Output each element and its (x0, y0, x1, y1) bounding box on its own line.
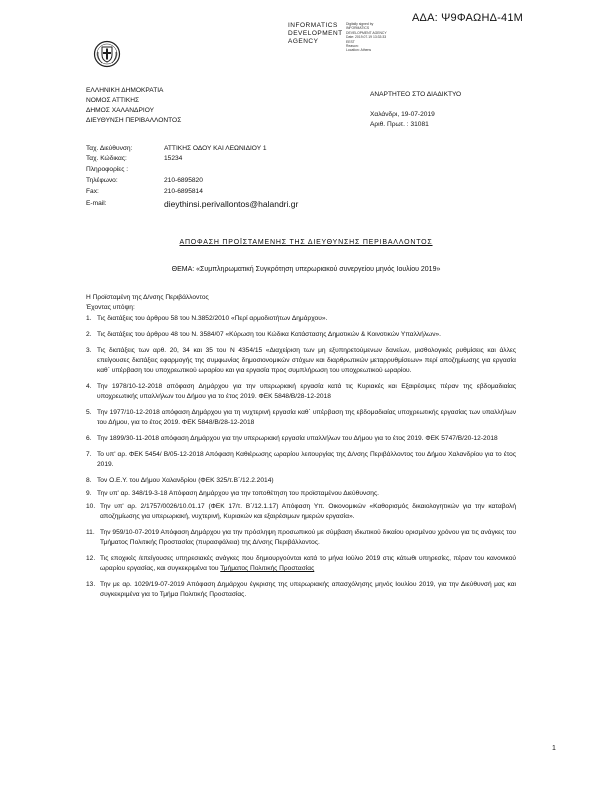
issuer-block (86, 86, 181, 126)
signature-details (346, 22, 406, 53)
protocol-number: Αριθ. Πρωτ. : 31081 (370, 121, 429, 128)
list-item (86, 528, 516, 548)
signature-line: DEVELOPMENT AGENCY (346, 30, 387, 35)
list-item (86, 408, 516, 428)
signature-line: EEST (346, 39, 355, 44)
list-item (86, 489, 516, 499)
item-text: Την 1899/30-11-2018 απόφαση Δημάρχου για την υπερωριακή εργασία υπαλλήλων του Δήμου για το έτος 2019. ΦΕΚ 5747/Β/20-12-2018 (97, 435, 498, 442)
item-number: 4. (86, 383, 92, 390)
intro-line: Η Προϊσταμένη της Δ/νσης Περιβάλλοντος (86, 294, 209, 301)
list-item (86, 382, 516, 402)
subject-line: ΘΕΜΑ: «Συμπληρωματική Συγκρότηση υπερωριακού συνεργείου μηνός Ιουλίου 2019» (171, 266, 441, 273)
list-item (86, 450, 516, 470)
item-number: 7. (86, 451, 92, 458)
item-text: Την υπ' αρ. 2/1757/0026/10.01.17 (ΦΕΚ 17/τ. Β΄/12.1.17) Απόφαση Υπ. Οικονομικών «Καθορισμός δικαιολογητικών για την καταβολή αποζημίωσης για υπερωριακή, νυχτερινή, Κυριακών και εξαιρέσιμων ημερών εργασία». (100, 503, 516, 520)
signature-line: Date: 2019.07.19 13:33:33 (346, 35, 387, 40)
list-item (86, 330, 516, 340)
item-number: 1. (86, 315, 92, 322)
contact-label: Τηλέφωνο: (86, 177, 118, 184)
item-text: Την 959/10-07-2019 Απόφαση Δημάρχου για την πρόσληψη προσωπικού με σύμβαση ιδιωτικού δικαίου ορισμένου χρόνου για τις ανάγκες του Τμήματος Πολιτικής Προστασίας (πυρασφάλεια) της Δ/νσης Περιβάλλοντος. (100, 529, 516, 546)
item-text: Την με αρ. 1029/19-07-2019 Απόφαση Δημάρχου έγκρισης της υπερωριακής απασχόλησης μηνός Ιουλίου 2019, για την Διεύθυνσή μας και συγκεκριμένα για το Τμήμα Πολιτικής Προστασίας. (100, 581, 516, 598)
item-text: Το υπ' αρ. ΦΕΚ 5454/ Β/05-12-2018 Απόφαση Καθιέρωσης ωραρίου λειτουργίας της Δ/νσης Περιβάλλοντος του Δήμου Χαλανδρίου για το έτος 2019. (97, 451, 516, 468)
signature-line: Location: Athens (346, 48, 372, 53)
item-number: 2. (86, 331, 92, 338)
list-item (86, 434, 516, 444)
agency-line: AGENCY (288, 38, 319, 45)
item-number: 10. (86, 503, 96, 510)
document-meta (370, 90, 461, 130)
item-text: Τις διατάξεις του άρθρου 48 του Ν. 3584/07 «Κύρωση του Κώδικα Κατάστασης Δημοτικών & Κοινοτικών Υπαλλήλων». (97, 331, 441, 338)
item-number: 3. (86, 347, 92, 354)
contact-label: Ταχ. Διεύθυνση: (86, 145, 133, 152)
item-text: Την 1977/10-12-2018 απόφαση Δημάρχου για τη νυχτερινή εργασία καθ΄ υπέρβαση της εβδομαδιαίας υποχρεωτικής εργασίας των υπαλλήλων του Δήμου, για το έτος 2019. ΦΕΚ 5848/Β/28-12-2018 (97, 409, 516, 426)
signature-line: Digitally signed by (346, 22, 374, 26)
item-number: 9. (86, 490, 92, 497)
ada-code: ΑΔΑ: Ψ9ΦΑΩΗΔ-41Μ (412, 12, 524, 24)
document-date: Χαλάνδρι, 19-07-2019 (370, 111, 435, 118)
item-number: 11. (86, 529, 95, 536)
issuer-line: ΕΛΛΗΝΙΚΗ ΔΗΜΟΚΡΑΤΙΑ (86, 87, 164, 94)
item-text: Την 1978/10-12-2018 απόφαση Δημάρχου για την υπερωριακή εργασία κατά τις Κυριακές και Εξαιρέσιμες πέραν της εβδομαδιαίας υποχρεωτικής υπαλλήλων του Δήμου για το έτος 2019. ΦΕΚ 5848/Β/28-12-2018 (97, 383, 516, 400)
signature-line: INFORMATICS (346, 26, 370, 31)
agency-line: DEVELOPMENT (288, 30, 343, 37)
list-item (86, 502, 516, 522)
intro-block (86, 293, 209, 312)
intro-line: Έχοντας υπόψη: (86, 303, 135, 311)
considerations-list (86, 314, 516, 606)
item-text: Τις διατάξεις των αρθ. 20, 34 και 35 του Ν 4354/15 «Διαχείριση των μη εξυπηρετούμενων δανείων, μισθολογικές ρυθμίσεις και άλλες επείγουσες διατάξεις εφαρμογής της συμφωνίας δημοσιονομικών στόχων και διαρθρωτικών μεταρρυθμίσεων» περί αποζημίωσης για εργασία καθ΄ υπέρβαση του υποχρεωτικού ωραρίου και για εργασία προς συμπλήρωση του υποχρεωτικού ωραρίου. (97, 347, 516, 374)
posting-notice: ΑΝΑΡΤΗΤΕΟ ΣΤΟ ΔΙΑΔΙΚΤΥΟ (370, 91, 462, 98)
item-text: Τις διατάξεις του άρθρου 58 του Ν.3852/2010 «Περί αρμοδιοτήτων Δημάρχου». (97, 315, 328, 322)
item-number: 12. (86, 555, 96, 562)
list-item (86, 476, 516, 486)
item-number: 8. (86, 477, 92, 484)
issuer-line: ΔΙΕΥΘΥΝΣΗ ΠΕΡΙΒΑΛΛΟΝΤΟΣ (86, 117, 182, 124)
contact-value: 15234 (164, 155, 183, 162)
signature-line: Reason: (346, 44, 359, 49)
contact-label: E-mail: (86, 200, 107, 207)
agency-line: INFORMATICS (288, 22, 338, 29)
page-number: 1 (552, 745, 556, 752)
greek-emblem-icon (93, 40, 121, 68)
contact-label: Πληροφορίες : (86, 166, 129, 173)
contact-label: Fax: (86, 188, 99, 195)
contact-value: 210-6895814 (164, 188, 203, 195)
item-number: 13. (86, 581, 96, 588)
list-item (86, 314, 516, 324)
item-text: Τον Ο.Ε.Υ. του Δήμου Χαλανδρίου (ΦΕΚ 325/τ.Β΄/12.2.2014) (97, 477, 274, 484)
issuer-line: ΝΟΜΟΣ ΑΤΤΙΚΗΣ (86, 97, 140, 104)
item-number: 6. (86, 435, 92, 442)
contact-email[interactable]: dieythinsi.perivallontos@halandri.gr (164, 199, 299, 209)
list-item (86, 346, 516, 376)
decision-title: ΑΠΟΦΑΣΗ ΠΡΟΪΣΤΑΜΕΝΗΣ ΤΗΣ ΔΙΕΥΘΥΝΣΗΣ ΠΕΡΙΒΑΛΛΟΝΤΟΣ (179, 239, 433, 246)
item-number: 5. (86, 409, 92, 416)
item-underlined-text: Τμήματος Πολιτικής Προστασίας (220, 565, 315, 572)
contact-label: Ταχ. Κώδικας: (86, 155, 127, 162)
contact-value: 210-6895820 (164, 177, 203, 184)
contact-value: ΑΤΤΙΚΗΣ ΟΔΟΥ ΚΑΙ ΛΕΩΝΙΔΙΟΥ 1 (164, 145, 267, 152)
issuer-line: ΔΗΜΟΣ ΧΑΛΑΝΔΡΙΟΥ (86, 107, 155, 114)
signature-agency-name (288, 22, 343, 46)
item-text: Τις εποχικές /επείγουσες υπηρεσιακές ανάγκες που δημιουργούνται κατά το μήνα Ιούλιο 2019 στις κάτωθι υπηρεσίες, πέραν του κανονικού ωραρίου εργασίας, και συγκεκριμένα του (100, 555, 516, 572)
list-item (86, 554, 516, 574)
item-text: Την υπ' αρ. 348/19-3-18 Απόφαση Δημάρχου για την τοποθέτηση του προϊσταμένου Διεύθυνσης. (97, 490, 379, 497)
list-item (86, 580, 516, 600)
